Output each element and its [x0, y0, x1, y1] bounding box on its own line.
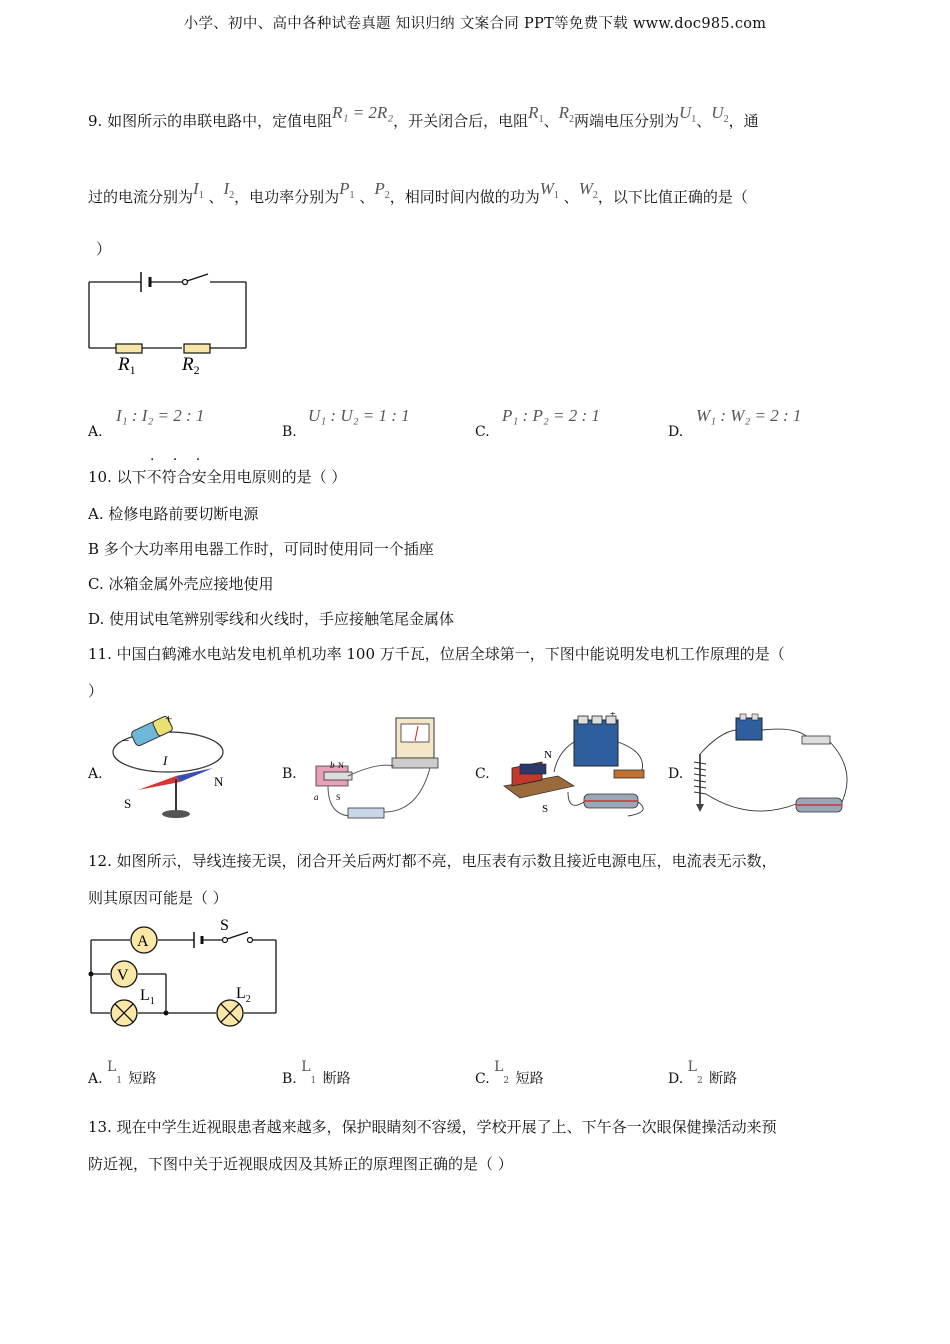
q9-option-a-letter: A. — [88, 424, 103, 440]
q9-r2: $R_2$ — [558, 103, 574, 125]
q9-text-a: 9. 如图所示的串联电路中，定值电阻 — [88, 112, 333, 130]
q11-stem: 11. 中国白鹤滩水电站发电机单机功率 100 万千瓦，位居全球第一，下图中能说明发电机工作原理的是（ — [88, 645, 785, 663]
q13-line2: 防近视，下图中关于近视眼成因及其矫正的原理图正确的是（ ） — [88, 1155, 513, 1173]
q12-circuit-diagram — [86, 914, 286, 1032]
q12-option-b-state: 断路 — [322, 1071, 351, 1087]
fig-a-n: N — [214, 774, 224, 789]
fig-c-plus: + — [610, 712, 616, 720]
q11-figure-c — [498, 712, 658, 824]
q12-option-c-letter: C. — [475, 1071, 490, 1087]
q12-option-b-lamp: L — [301, 1059, 311, 1075]
fig-a-minus: − — [122, 733, 130, 748]
switch-label: S — [220, 917, 229, 934]
q9-circuit-diagram — [86, 268, 251, 378]
page-header: 小学、初中、高中各种试卷真题 知识归纳 文案合同 PPT等免费下载 www.doc985.com — [183, 16, 767, 32]
emphasis-dots: · · · — [150, 452, 208, 468]
q11-option-d-letter: D. — [668, 766, 684, 782]
q12-option-b-letter: B. — [282, 1071, 297, 1087]
q9-text-b: ，开关闭合后，电阻 — [393, 112, 529, 130]
q12-option-d-sub: 2 — [696, 1076, 703, 1086]
fig-a-current: I — [163, 753, 168, 768]
q12-option-d — [668, 1059, 738, 1088]
q10-option-d: D. 使用试电笔辨别零线和火线时，手应接触笔尾金属体 — [88, 610, 455, 628]
q9-r1: $R_1$ — [528, 103, 544, 125]
fig-b-b: b — [330, 760, 335, 770]
fig-b-a: a — [314, 792, 319, 802]
q9-text-d: ，通 — [728, 112, 759, 130]
q12-option-a-state: 短路 — [128, 1071, 157, 1087]
q9-i1: $I_1$ — [193, 179, 204, 201]
q12-option-d-lamp: L — [687, 1059, 697, 1075]
resistor-r2 — [184, 344, 210, 353]
q9-option-d-expr: W₁ : W₂ = 2 : 1 — [696, 406, 802, 425]
q12-option-a-lamp: L — [107, 1059, 117, 1075]
q12-option-a — [88, 1059, 157, 1088]
q9-p1: $P_1$ — [339, 179, 355, 201]
l1-label: $L_1$ — [140, 987, 155, 1007]
q9-w1: $W_1$ — [539, 179, 559, 201]
q11-figure-d — [690, 712, 860, 824]
q11-figure-b — [308, 712, 448, 824]
q9-text-h: ，以下比值正确的是（ — [597, 188, 748, 206]
q9-condition: R₁ = 2R₂ — [332, 103, 394, 122]
q9-text-e: 过的电流分别为 — [88, 188, 194, 206]
q12-option-c-state: 短路 — [515, 1071, 544, 1087]
q12-stem-line1: 12. 如图所示，导线连接无误，闭合开关后两灯都不亮，电压表有示数且接近电源电压，电流表无示数， — [88, 852, 777, 870]
q10-option-b: B 多个大功率用电器工作时，可同时使用同一个插座 — [88, 540, 434, 558]
q9-option-d-letter: D. — [668, 424, 684, 440]
q12-option-c-lamp: L — [494, 1059, 504, 1075]
q9-option-a-expr: I₁ : I₂ = 2 : 1 — [116, 406, 205, 425]
fig-b-n: N — [338, 761, 344, 770]
q9-p2: $P_2$ — [374, 179, 390, 201]
fig-b-s: S — [336, 793, 341, 802]
r1-label: $R_1$ — [118, 354, 136, 377]
q9-option-c-letter: C. — [475, 424, 490, 440]
q9-option-c-expr: P₁ : P₂ = 2 : 1 — [502, 406, 600, 425]
q12-option-d-letter: D. — [668, 1071, 684, 1087]
fig-a-s: S — [124, 796, 132, 811]
q11-option-c-letter: C. — [475, 766, 490, 782]
q12-stem-line2: 则其原因可能是（ ） — [88, 889, 228, 907]
q12-option-c — [475, 1059, 544, 1088]
q12-option-c-sub: 2 — [503, 1076, 510, 1086]
q9-w2: $W_2$ — [578, 179, 598, 201]
fig-c-s: S — [542, 803, 549, 815]
q12-option-b — [282, 1059, 351, 1088]
q12-option-a-sub: 1 — [116, 1076, 123, 1086]
l2-label: $L_2$ — [236, 985, 251, 1005]
q9-u1: $U_1$ — [678, 103, 697, 125]
q10-stem: 10. 以下不符合安全用电原则的是（ ） — [88, 468, 347, 486]
q13-line1: 13. 现在中学生近视眼患者越来越多，保护眼睛刻不容缓，学校开展了上、下午各一次眼保健操活动来预 — [88, 1118, 777, 1136]
r2-label: $R_2$ — [182, 354, 200, 377]
q9-option-b-letter: B. — [282, 424, 297, 440]
q9-text-g: ，相同时间内做的功为 — [389, 188, 540, 206]
q12-option-d-state: 断路 — [709, 1071, 738, 1087]
q9-i2: $I_2$ — [223, 179, 235, 201]
ammeter-label: A — [137, 933, 149, 950]
q9-option-b-expr: U₁ : U₂ = 1 : 1 — [308, 406, 410, 425]
q9-close-paren: ） — [96, 240, 112, 258]
q9-text-c: 两端电压分别为 — [573, 112, 679, 130]
q11-close-paren: ） — [88, 682, 104, 700]
q9-line2: 过的电流分别为$I_1$ 、$I_2$，电功率分别为$P_1$ 、$P_2$，相同时间内做的功为$W_1$ 、$W_2$，以下比值正确的是（ — [88, 179, 748, 206]
q12-option-b-sub: 1 — [310, 1076, 317, 1086]
q10-option-c: C. 冰箱金属外壳应接地使用 — [88, 575, 274, 593]
q9-u2: $U_2$ — [711, 103, 729, 125]
q10-option-a: A. 检修电路前要切断电源 — [88, 505, 259, 523]
q12-option-a-letter: A. — [88, 1071, 103, 1087]
q9-sep: 、 — [543, 112, 559, 130]
q9-text-f: ，电功率分别为 — [234, 188, 340, 206]
voltmeter-label: V — [117, 967, 129, 984]
fig-a-plus: + — [165, 712, 173, 726]
resistor-r1 — [116, 344, 142, 353]
q11-option-a-letter: A. — [88, 766, 103, 782]
q11-figure-a — [108, 712, 238, 824]
fig-c-n: N — [544, 749, 552, 761]
q11-option-b-letter: B. — [282, 766, 297, 782]
q9-line1: 9. 如图所示的串联电路中，定值电阻R₁ = 2R₂，开关闭合后，电阻$R_1$、$R_2$两端电压分别为$U_1$、$U_2$，通 — [88, 103, 759, 130]
